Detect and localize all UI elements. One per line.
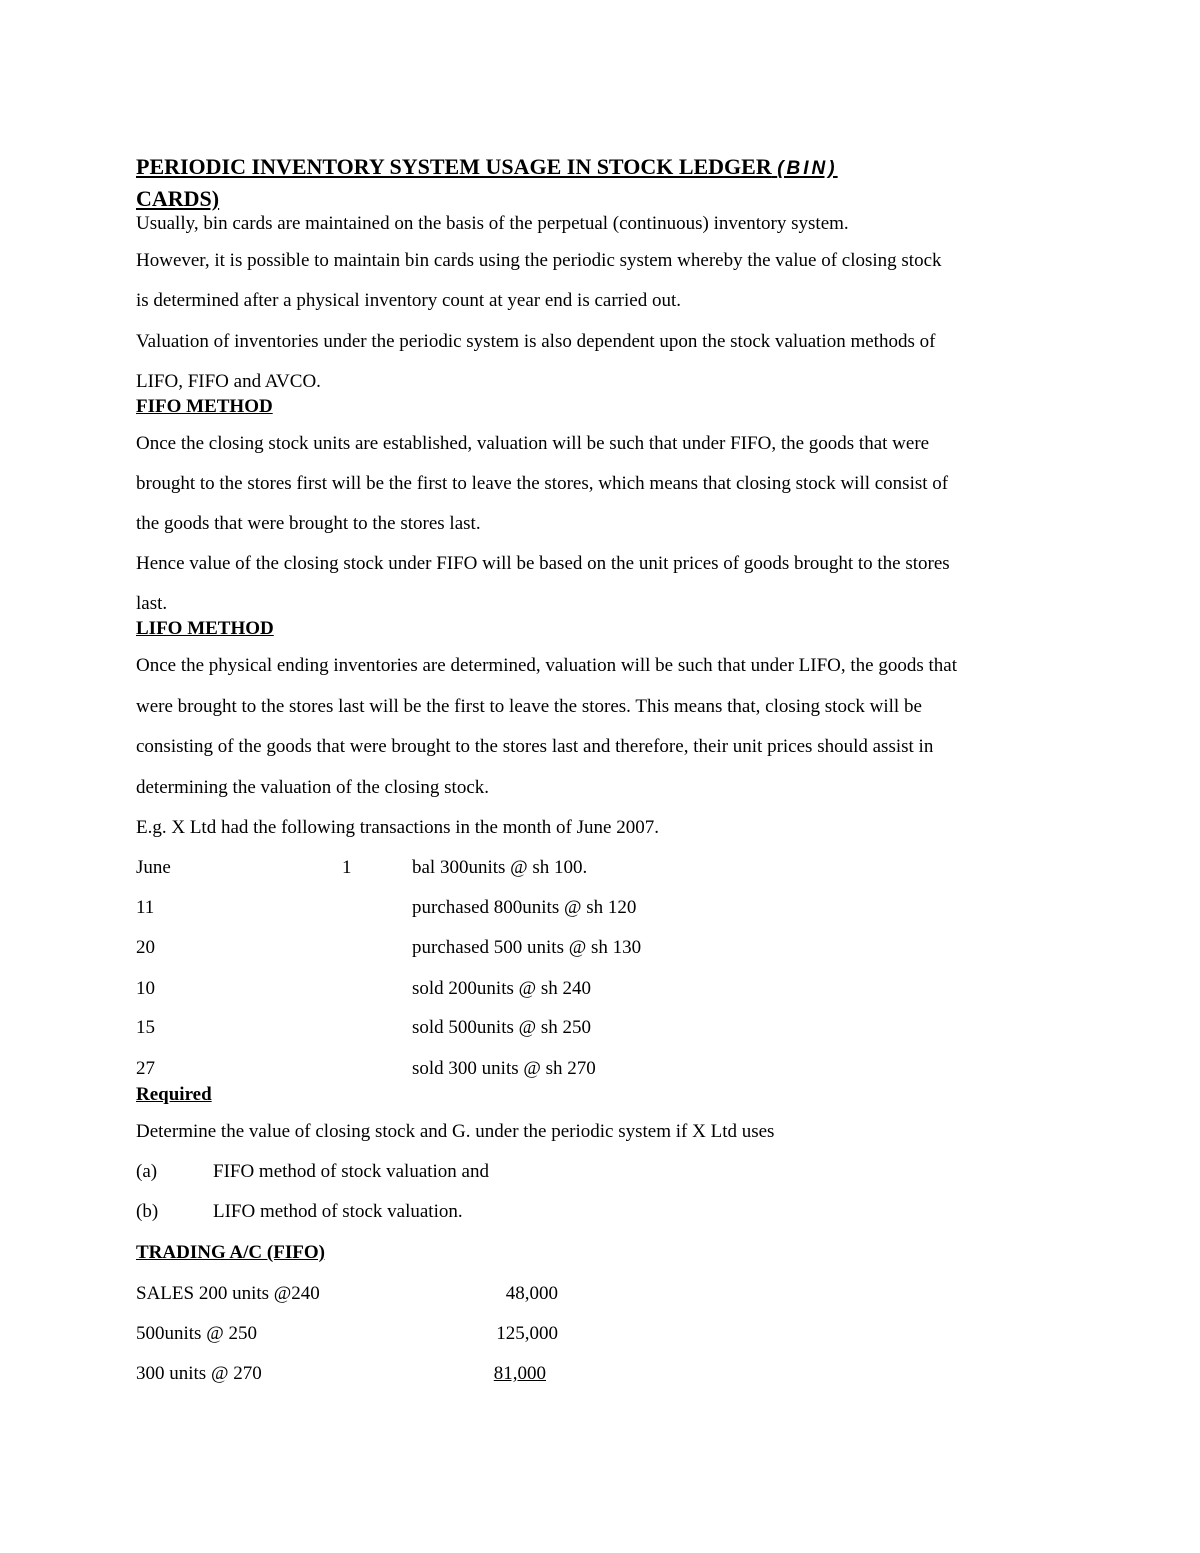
option-label: (b)	[136, 1201, 159, 1222]
transaction-row	[136, 1058, 596, 1080]
transaction-row	[136, 857, 588, 879]
fifo-line: Once the closing stock units are established, valuation will be such that under FIFO, the goods that were	[136, 433, 930, 454]
fifo-heading: FIFO METHOD	[136, 396, 273, 417]
trading-amount: 81,000	[493, 1363, 546, 1384]
document-title	[136, 154, 838, 182]
transaction-desc: sold 200units @ sh 240	[412, 978, 592, 999]
lifo-line: Once the physical ending inventories are determined, valuation will be such that under LIFO, the goods that	[136, 655, 957, 676]
lifo-line: determining the valuation of the closing stock.	[136, 777, 490, 798]
fifo-line: brought to the stores first will be the first to leave the stores, which means that closing stock will consist of	[136, 473, 949, 494]
title-bin: (BIN)	[777, 158, 838, 179]
title-main: PERIODIC INVENTORY SYSTEM USAGE IN STOCK LEDGER	[136, 154, 772, 179]
required-option	[136, 1161, 489, 1183]
trading-row	[136, 1323, 558, 1345]
fifo-line: last.	[136, 593, 168, 614]
transaction-date: 20	[136, 937, 155, 958]
transaction-desc: purchased 800units @ sh 120	[412, 897, 637, 918]
lifo-heading: LIFO METHOD	[136, 618, 274, 639]
fifo-line: Hence value of the closing stock under FIFO will be based on the unit prices of goods brought to the stores	[136, 553, 950, 574]
option-text: FIFO method of stock valuation and	[213, 1161, 489, 1182]
transaction-day: 1	[342, 857, 352, 878]
intro-line: is determined after a physical inventory count at year end is carried out.	[136, 290, 681, 311]
trading-row	[136, 1363, 546, 1385]
lifo-line: consisting of the goods that were brought to the stores last and therefore, their unit prices should assist in	[136, 736, 934, 757]
fifo-line: the goods that were brought to the stores last.	[136, 513, 481, 534]
trading-desc: 500units @ 250	[136, 1323, 257, 1344]
trading-desc: SALES 200 units @240	[136, 1283, 320, 1304]
transaction-date: 11	[136, 897, 155, 918]
trading-row	[136, 1283, 558, 1305]
transaction-desc: sold 300 units @ sh 270	[412, 1058, 596, 1079]
transaction-desc: bal 300units @ sh 100.	[412, 857, 588, 878]
document-title-cont: CARDS)	[136, 186, 220, 211]
transaction-desc: purchased 500 units @ sh 130	[412, 937, 642, 958]
transaction-desc: sold 500units @ sh 250	[412, 1017, 592, 1038]
intro-line: LIFO, FIFO and AVCO.	[136, 371, 321, 392]
transaction-row	[136, 978, 592, 1000]
intro-line: Valuation of inventories under the periodic system is also dependent upon the stock valuation methods of	[136, 331, 936, 352]
required-option	[136, 1201, 463, 1223]
transaction-date: 10	[136, 978, 155, 999]
transaction-date: 27	[136, 1058, 155, 1079]
transaction-date: 15	[136, 1017, 155, 1038]
option-text: LIFO method of stock valuation.	[213, 1201, 463, 1222]
trading-desc: 300 units @ 270	[136, 1363, 262, 1384]
transaction-row	[136, 937, 642, 959]
lifo-line: were brought to the stores last will be the first to leave the stores. This means that, closing stock will be	[136, 696, 922, 717]
required-text: Determine the value of closing stock and G. under the periodic system if X Ltd uses	[136, 1121, 775, 1142]
transaction-row	[136, 1017, 592, 1039]
trading-amount: 48,000	[505, 1283, 558, 1304]
intro-line: Usually, bin cards are maintained on the basis of the perpetual (continuous) inventory system.	[136, 213, 849, 234]
example-intro: E.g. X Ltd had the following transactions in the month of June 2007.	[136, 817, 659, 838]
transaction-date: June	[136, 857, 171, 878]
trading-heading: TRADING A/C (FIFO)	[136, 1242, 325, 1263]
required-heading: Required	[136, 1084, 212, 1105]
intro-line: However, it is possible to maintain bin cards using the periodic system whereby the value of closing stock	[136, 250, 942, 271]
transaction-row	[136, 897, 637, 919]
trading-amount: 125,000	[496, 1323, 558, 1344]
option-label: (a)	[136, 1161, 158, 1182]
